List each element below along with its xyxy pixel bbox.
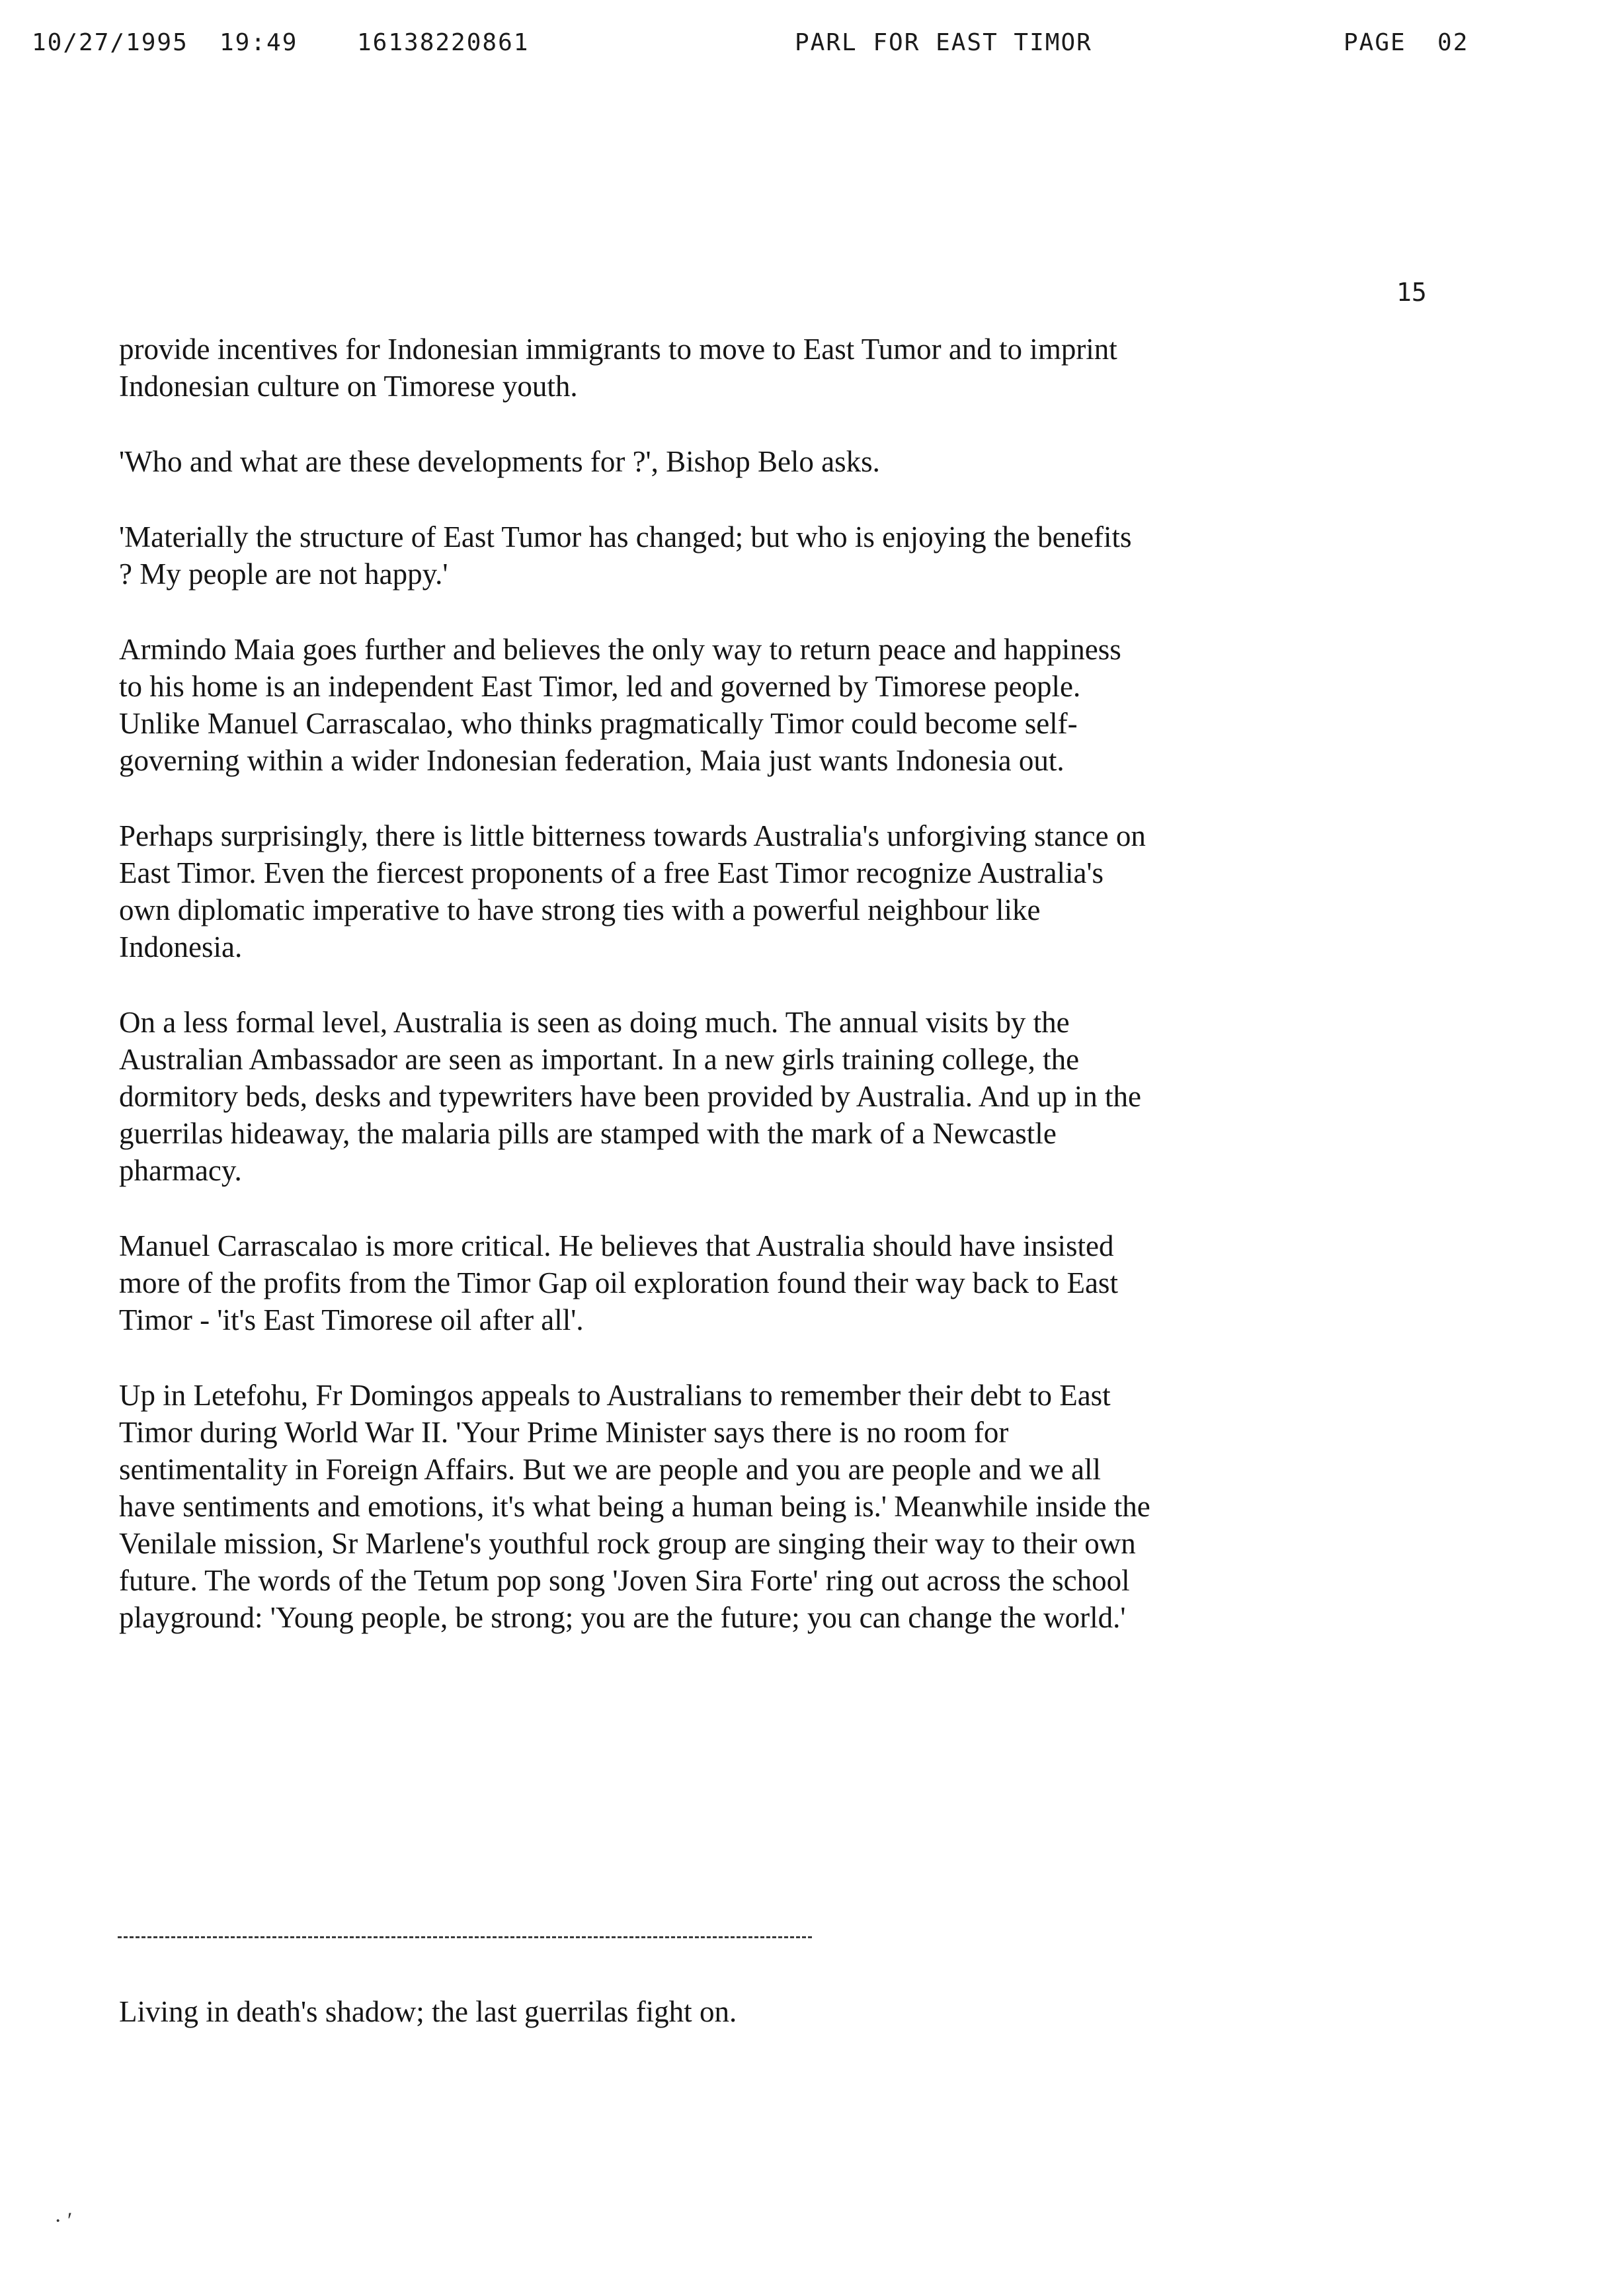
paragraph-6: On a less formal level, Australia is seen as doing much. The annual visits by the Australian Ambassador are seen as important. In a new girls training college, the dormitory beds, desks and typewriters have been provided by Australia. And up in the guerrilas hideaway, the malaria pills are stamped with the mark of a Newcastle pharmacy. bbox=[119, 1006, 1141, 1187]
fax-header bbox=[0, 29, 1608, 69]
article-body bbox=[119, 331, 1150, 1674]
photo-caption: Living in death's shadow; the last guerrilas fight on. bbox=[119, 1995, 737, 2028]
paragraph-4: Armindo Maia goes further and believes the only way to return peace and happiness to his home is an independent East Timor, led and governed by Timorese people. Unlike Manuel Carrascalao, who thinks pragmatically Timor could become self-governing within a wider Indonesian federation, Maia just wants Indonesia out. bbox=[119, 633, 1121, 777]
fax-date: 10/27/1995 bbox=[32, 29, 188, 56]
scan-speck-mark: · ʹ bbox=[54, 2209, 73, 2233]
paragraph-3: 'Materially the structure of East Tumor has changed; but who is enjoying the benefits ? My people are not happy.' bbox=[119, 520, 1132, 591]
section-divider bbox=[118, 1936, 812, 1938]
fax-time: 19:49 bbox=[220, 29, 298, 56]
paragraph-5: Perhaps surprisingly, there is little bitterness towards Australia's unforgiving stance on East Timor. Even the fiercest proponents of a free East Timor recognize Australia's own diplomatic imperative to have strong ties with a powerful neighbour like Indonesia. bbox=[119, 819, 1146, 964]
paragraph-7: Manuel Carrascalao is more critical. He believes that Australia should have insisted more of the profits from the Timor Gap oil exploration found their way back to East Timor - 'it's East Timorese oil after all'. bbox=[119, 1229, 1118, 1336]
fax-sender: PARL FOR EAST TIMOR bbox=[795, 29, 1092, 56]
paragraph-1: provide incentives for Indonesian immigrants to move to East Tumor and to imprint Indonesian culture on Timorese youth. bbox=[119, 333, 1117, 403]
paragraph-8: Up in Letefohu, Fr Domingos appeals to Australians to remember their debt to East Timor during World War II. 'Your Prime Minister says there is no room for sentimentality in Foreign Affairs. But we are people and you are people and we all have sentiments and emotions, it's what being a human being is.' Meanwhile inside the Venilale mission, Sr Marlene's youthful rock group are singing their way to their own future. The words of the Tetum pop song 'Joven Sira Forte' ring out across the school playground: 'Young people, be strong; you are the future; you can change the world.' bbox=[119, 1379, 1150, 1634]
paragraph-2: 'Who and what are these developments for ?', Bishop Belo asks. bbox=[119, 445, 880, 478]
fax-phone-number: 16138220861 bbox=[357, 29, 530, 56]
page-number: 15 bbox=[1396, 278, 1427, 307]
fax-page-label: PAGE 02 bbox=[1344, 29, 1469, 56]
